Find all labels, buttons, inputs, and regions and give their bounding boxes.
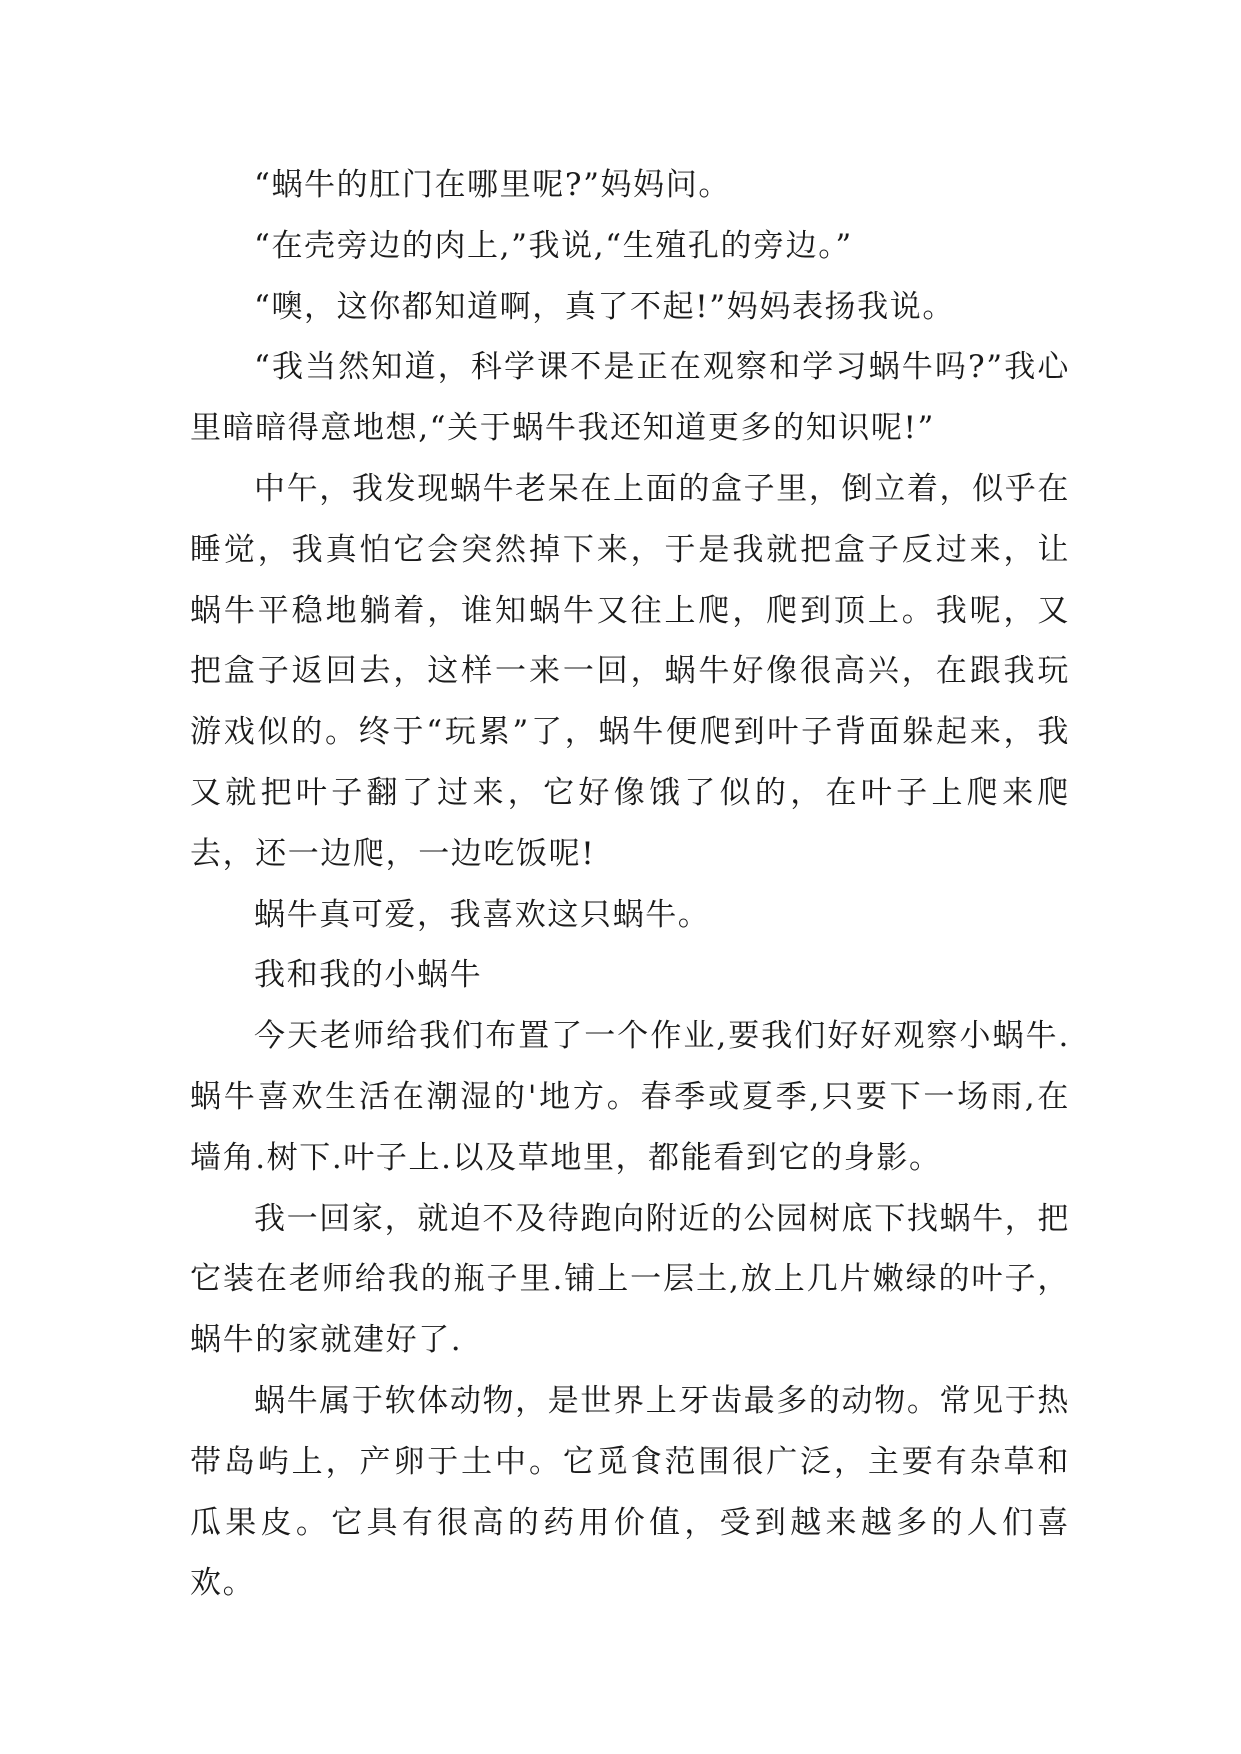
- paragraph: “在壳旁边的肉上,”我说,“生殖孔的旁边。”: [254, 227, 853, 264]
- document-body: [190, 155, 1082, 1614]
- paragraph: 蜗牛真可爱，我喜欢这只蜗牛。: [254, 896, 711, 933]
- paragraph: 我一回家，就迫不及待跑向附近的公园树底下找蜗牛，把它装在老师给我的瓶子里.铺上一层土,放上几片嫩绿的叶子，蜗牛的家就建好了.: [190, 1200, 1070, 1359]
- paragraph: “蜗牛的肛门在哪里呢?”妈妈问。: [254, 167, 731, 203]
- paragraph: 蜗牛属于软体动物，是世界上牙齿最多的动物。常见于热带岛屿上，产卵于土中。它觅食范围很广泛，主要有杂草和瓜果皮。它具有很高的药用价值，受到越来越多的人们喜欢。: [190, 1382, 1070, 1602]
- paragraph: “我当然知道，科学课不是正在观察和学习蜗牛吗?”我心里暗暗得意地想,“关于蜗牛我还知道更多的知识呢!”: [190, 349, 1070, 447]
- paragraph: “噢，这你都知道啊，真了不起!”妈妈表扬我说。: [254, 288, 955, 325]
- paragraph: 中午，我发现蜗牛老呆在上面的盒子里，倒立着，似乎在睡觉，我真怕它会突然掉下来，于是我就把盒子反过来，让蜗牛平稳地躺着，谁知蜗牛又往上爬，爬到顶上。我呢，又把盒子返回去，这样一来一回，蜗牛好像很高兴，在跟我玩游戏似的。终于“玩累”了，蜗牛便爬到叶子背面躲起来，我又就把叶子翻了过来，它好像饿了似的，在叶子上爬来爬去，还一边爬，一边吃饭呢!: [190, 470, 1070, 872]
- section-title: 我和我的小蜗牛: [254, 957, 483, 994]
- paragraph: 今天老师给我们布置了一个作业,要我们好好观察小蜗牛. 蜗牛喜欢生活在潮湿的'地方。春季或夏季,只要下一场雨,在墙角.树下.叶子上.以及草地里，都能看到它的身影。: [190, 1018, 1082, 1176]
